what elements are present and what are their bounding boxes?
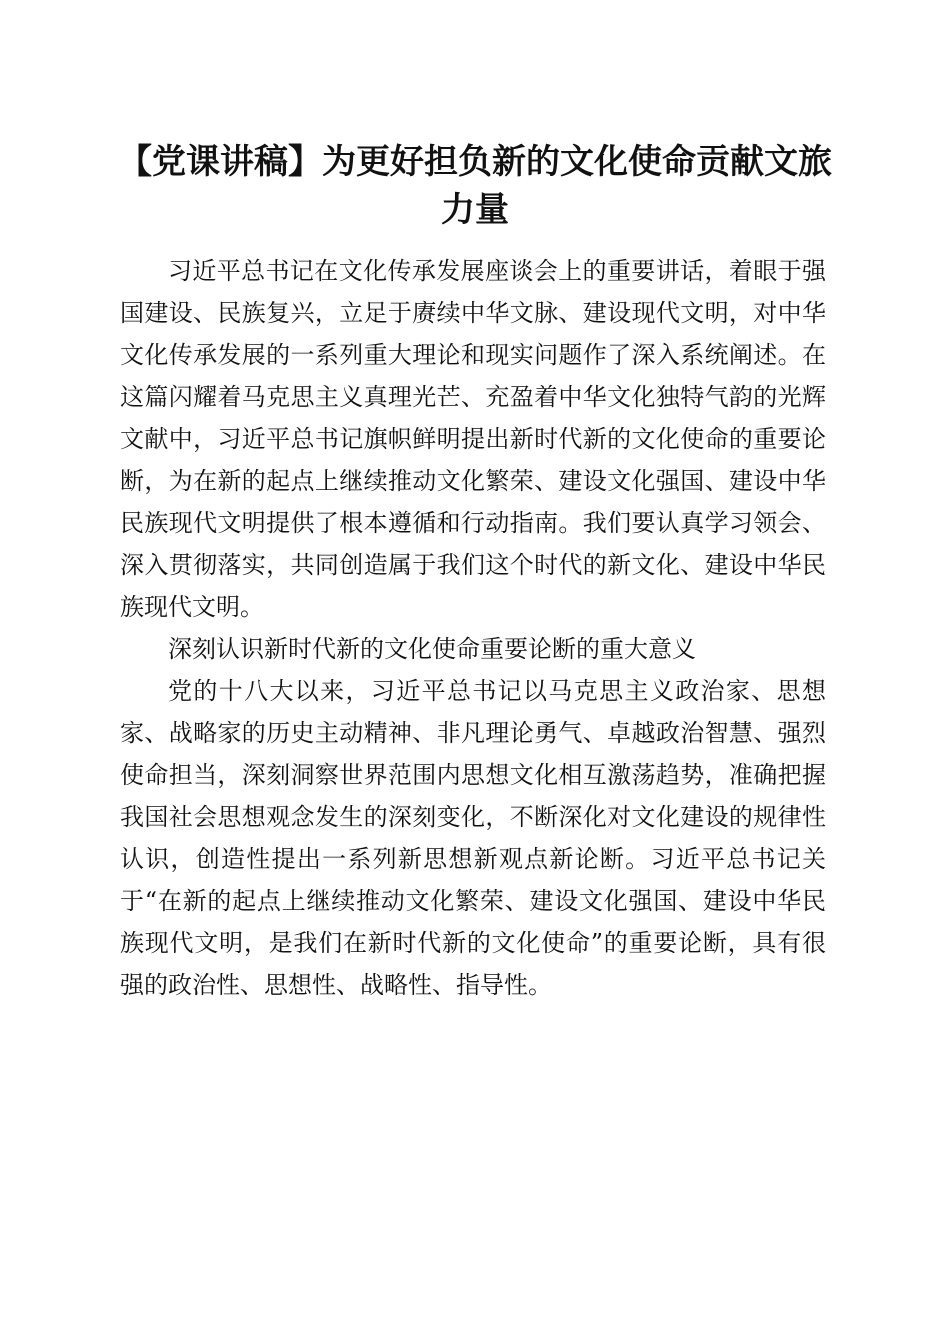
document-title: 【党课讲稿】为更好担负新的文化使命贡献文旅力量 [118,142,832,230]
document-body [120,250,826,1006]
paragraph-intro: 习近平总书记在文化传承发展座谈会上的重要讲话，着眼于强国建设、民族复兴，立足于赓续中华文脉、建设现代文明，对中华文化传承发展的一系列重大理论和现实问题作了深入系统阐述。在这篇闪耀着马克思主义真理光芒、充盈着中华文化独特气韵的光辉文献中，习近平总书记旗帜鲜明提出新时代新的文化使命的重要论断，为在新的起点上继续推动文化繁荣、建设文化强国、建设中华民族现代文明提供了根本遵循和行动指南。我们要认真学习领会、深入贯彻落实，共同创造属于我们这个时代的新文化、建设中华民族现代文明。 [120,257,826,621]
section-heading: 深刻认识新时代新的文化使命重要论断的重大意义 [168,635,696,663]
paragraph-significance: 党的十八大以来，习近平总书记以马克思主义政治家、思想家、战略家的历史主动精神、非凡理论勇气、卓越政治智慧、强烈使命担当，深刻洞察世界范围内思想文化相互激荡趋势，准确把握我国社会思想观念发生的深刻变化，不断深化对文化建设的规律性认识，创造性提出一系列新思想新观点新论断。习近平总书记关于“在新的起点上继续推动文化繁荣、建设文化强国、建设中华民族现代文明，是我们在新时代新的文化使命”的重要论断，具有很强的政治性、思想性、战略性、指导性。 [120,677,826,999]
